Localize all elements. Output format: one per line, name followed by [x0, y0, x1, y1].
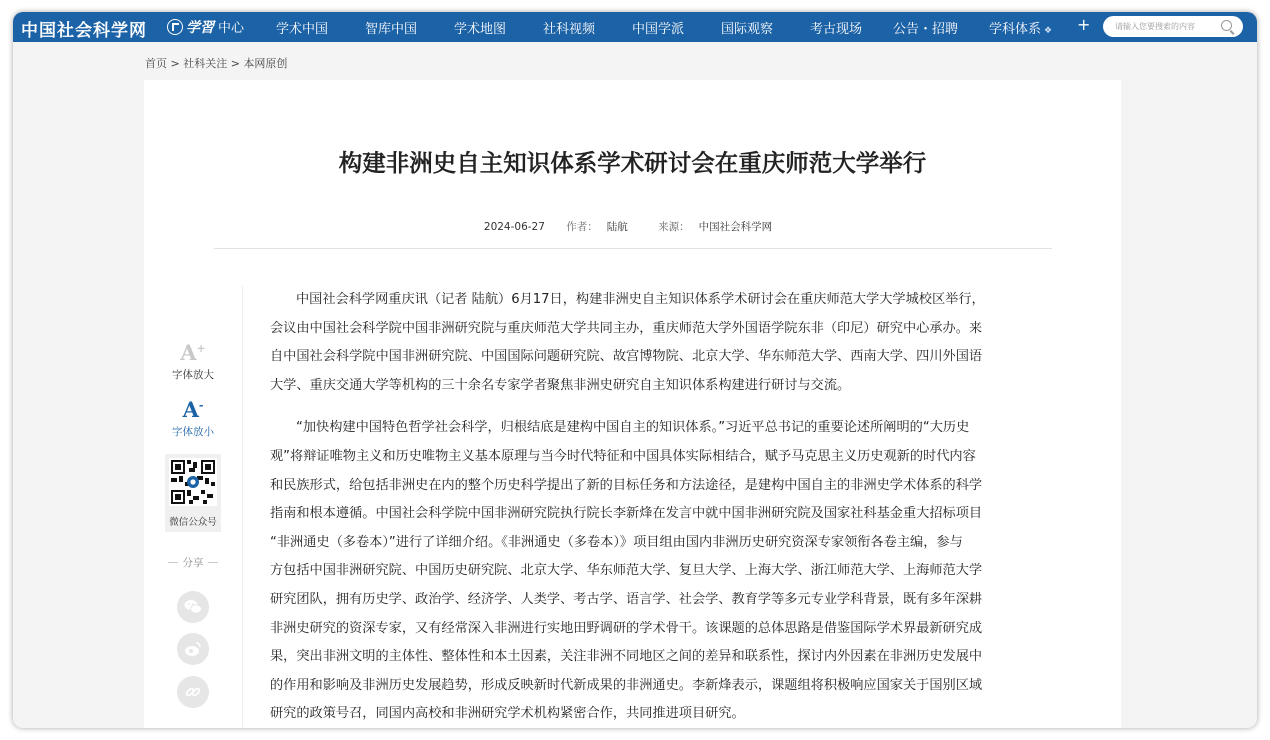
font-increase-button[interactable] — [166, 338, 220, 382]
wechat-icon — [184, 599, 202, 615]
font-decrease-icon: A- — [182, 397, 204, 422]
nav-item-chinese-school[interactable]: 中国学派 — [632, 22, 685, 37]
weibo-icon — [184, 641, 202, 657]
article-body — [270, 286, 1029, 728]
study-center-link[interactable] — [167, 17, 244, 37]
more-plus-button[interactable]: + — [1077, 15, 1091, 34]
nav-item-archaeology-site[interactable]: 考古现场 — [810, 22, 863, 37]
nav-item-think-tank-china[interactable]: 智库中国 — [365, 22, 418, 37]
nav-item-social-science-video[interactable]: 社科视频 — [543, 22, 596, 37]
article-date: 2024-06-27 — [483, 221, 545, 233]
browser-frame — [13, 12, 1257, 728]
source-label: 来源： — [658, 221, 690, 233]
article-author: 陆航 — [606, 221, 628, 233]
title-divider — [214, 248, 1052, 249]
wechat-qr-block — [165, 454, 221, 532]
study-logo-text: 学習 — [186, 20, 214, 36]
link-icon — [184, 683, 202, 701]
font-increase-icon: A+ — [180, 340, 206, 365]
font-decrease-button[interactable] — [166, 395, 220, 439]
study-logo-icon — [167, 19, 183, 35]
search-icon[interactable] — [1221, 20, 1232, 31]
nav-item-international-view[interactable]: 国际观察 — [721, 22, 774, 37]
font-increase-label: 字体放大 — [172, 369, 214, 381]
sidebar-divider — [242, 286, 243, 728]
article-paragraph: 中国社会科学网重庆讯（记者 陆航）6月17日，构建非洲史自主知识体系学术研讨会在重庆师范大学大学城校区举行， 会议由中国社会科学院中国非洲研究院与重庆师范大学共同主办，重庆师范大学外国语学院东非（印尼）研究中心承办。来 自中国社会科学院中国非洲研究院、中国国际问题研究院、故宫博物院、北京大学、华东师范大学、西南大学、四川外国语 大学、重庆交通大学等机构的三十余名专家学者聚焦非洲史研究自主知识体系构建进行研讨与交流。 — [270, 292, 985, 393]
nav-item-discipline-label: 学科体系 — [989, 22, 1042, 37]
share-link-button[interactable] — [177, 676, 209, 708]
nav-item-academic-china[interactable]: 学术中国 — [276, 22, 329, 37]
article-paragraph: “加快构建中国特色哲学社会科学，归根结底是建构中国自主的知识体系。”习近平总书记的重要论述所阐明的“大历史 观”将辩证唯物主义和历史唯物主义基本原理与当今时代特征和中国具体实际相结合，赋予马克思主义历史观新的时代内容 和民族形式，给包括非洲史在内的整个历史科学提出了新的目标任务和方法途径，是建构中国自主的非洲史学术体系的科学 指南和根本遵循。中国社会科学院中国非洲研究院执行院长李新烽在发言中就中国非洲研究院及国家社科基金重大招标项目 “非洲通史（多卷本）”进行了详细介绍。《非洲通史（多卷本）》项目组由国内非洲历史研究资深专家领衔各卷主编，参与 方包括中国非洲研究院、中国历史研究院、北京大学、华东师范大学、复旦大学、上海大学、浙江师范大学、上海师范大学 研究团队，拥有历史学、政治学、经济学、人类学、考古学、语言学、社会学、教育学等多元专业学科背景，既有多年深耕 非洲史研究的资深专家，又有经常深入非洲进行实地田野调研的学术骨干。该课题的总体思路是借鉴国际学术界最新研究成 果，突出非洲文明的主体性、整体性和本土因素，关注非洲不同地区之间的差异和联系性，探讨内外因素在非洲历史发展中 的作用和影响及非洲历史发展趋势，形成反映新时代新成果的非洲通史。李新烽表示，课题组将积极响应国家关于国别区域 研究的政策号召，同国内高校和非洲研究学术机构紧密合作，共同推进项目研究。 — [270, 420, 983, 722]
article-title: 构建非洲史自主知识体系学术研讨会在重庆师范大学举行 — [338, 149, 927, 177]
nav-item-notices-recruitment[interactable]: 公告・招聘 — [893, 22, 959, 37]
article-card — [144, 80, 1121, 728]
article-meta — [144, 219, 1121, 234]
author-label: 作者： — [566, 221, 598, 233]
share-weibo-button[interactable] — [177, 633, 209, 665]
study-center-label: 中心 — [218, 21, 245, 36]
share-wechat-button[interactable] — [177, 591, 209, 623]
site-logo[interactable]: 中国社会科学网 — [21, 21, 147, 41]
article-source: 中国社会科学网 — [698, 221, 773, 233]
font-decrease-label: 字体放小 — [172, 426, 214, 438]
nav-item-discipline-system[interactable] — [989, 18, 1052, 37]
nav-item-academic-map[interactable]: 学术地图 — [454, 22, 507, 37]
breadcrumb[interactable]: 首页 > 社科关注 > 本网原创 — [145, 57, 288, 70]
wechat-qr-label: 微信公众号 — [169, 517, 217, 528]
top-navbar — [13, 12, 1257, 42]
wing-icon: ❖ — [1044, 26, 1053, 36]
qr-code-icon — [169, 458, 217, 506]
share-label: 分享 — [168, 555, 218, 570]
